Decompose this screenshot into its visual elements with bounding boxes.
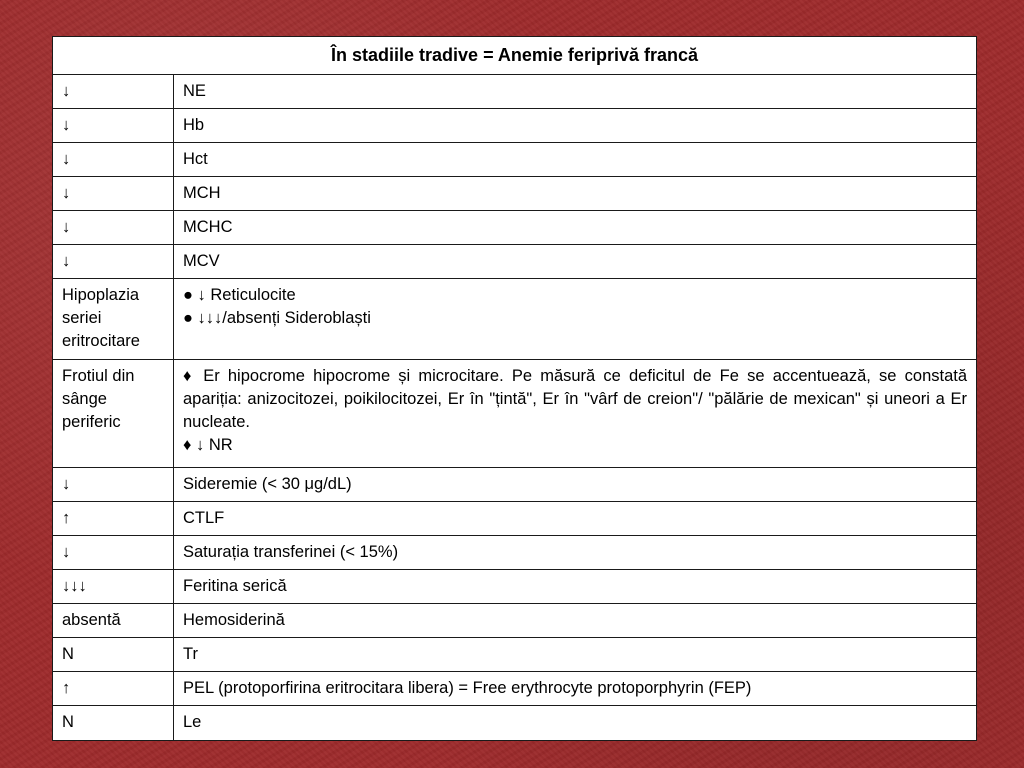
cell-line: Hipoplazia xyxy=(62,286,140,305)
table-title: În stadiile tradive = Anemie feriprivă francă xyxy=(53,37,977,75)
table-row xyxy=(53,637,977,671)
indicator-cell: ↓ xyxy=(53,467,174,501)
smear-description: ♦ Er hipocrome hipocrome și microcitare. Pe măsură ce deficitul de Fe se accentuează, se constată apariția: anizocitozei, poikilocitozei, Er în "țintă", Er în "vârf de creion"/ "pălărie de mexican" și uneori a Er nucleate. xyxy=(183,367,968,432)
parameter-cell: NE xyxy=(174,75,977,109)
cell-line: seriei xyxy=(62,309,102,328)
parameter-cell: Hct xyxy=(174,143,977,177)
indicator-cell xyxy=(53,279,174,360)
indicator-cell xyxy=(53,360,174,467)
table-row xyxy=(53,75,977,109)
table-row-smear xyxy=(53,360,977,467)
cell-line: Frotiul din xyxy=(62,367,135,386)
bullet-line: ♦ ↓ NR xyxy=(183,436,233,455)
indicator-cell: ↓↓↓ xyxy=(53,569,174,603)
table-row xyxy=(53,211,977,245)
parameter-cell: Le xyxy=(174,705,977,740)
table-row xyxy=(53,603,977,637)
indicator-cell: N xyxy=(53,705,174,740)
bullet-line: ● ↓↓↓/absenți Sideroblaști xyxy=(183,309,371,328)
table-row xyxy=(53,501,977,535)
parameter-cell: Hb xyxy=(174,109,977,143)
parameter-cell: MCV xyxy=(174,245,977,279)
cell-line: eritrocitare xyxy=(62,332,140,351)
slide-table-container xyxy=(52,36,976,741)
parameter-cell: MCHC xyxy=(174,211,977,245)
parameter-cell: MCH xyxy=(174,177,977,211)
table-row xyxy=(53,569,977,603)
parameter-cell: Tr xyxy=(174,637,977,671)
parameter-cell: CTLF xyxy=(174,501,977,535)
parameter-cell xyxy=(174,360,977,467)
indicator-cell: ↓ xyxy=(53,109,174,143)
table-row xyxy=(53,467,977,501)
parameter-cell: Saturația transferinei (< 15%) xyxy=(174,535,977,569)
bullet-line: ● ↓ Reticulocite xyxy=(183,286,296,305)
parameter-cell: Sideremie (< 30 μg/dL) xyxy=(174,467,977,501)
table-row xyxy=(53,177,977,211)
parameter-cell xyxy=(174,279,977,360)
parameter-cell: PEL (protoporfirina eritrocitara libera) = Free erythrocyte protoporphyrin (FEP) xyxy=(174,671,977,705)
parameter-cell: Feritina serică xyxy=(174,569,977,603)
table-header-row xyxy=(53,37,977,75)
cell-line: sânge xyxy=(62,390,107,409)
table-row xyxy=(53,143,977,177)
anemia-findings-table xyxy=(52,36,977,741)
indicator-cell: ↓ xyxy=(53,535,174,569)
indicator-cell: absentă xyxy=(53,603,174,637)
table-row xyxy=(53,535,977,569)
indicator-cell: ↓ xyxy=(53,245,174,279)
table-row-hypoplasia xyxy=(53,279,977,360)
table-row xyxy=(53,671,977,705)
indicator-cell: ↓ xyxy=(53,75,174,109)
indicator-cell: ↓ xyxy=(53,143,174,177)
table-row xyxy=(53,245,977,279)
parameter-cell: Hemosiderină xyxy=(174,603,977,637)
indicator-cell: ↓ xyxy=(53,211,174,245)
indicator-cell: ↑ xyxy=(53,671,174,705)
table-row xyxy=(53,109,977,143)
table-row xyxy=(53,705,977,740)
indicator-cell: N xyxy=(53,637,174,671)
cell-line: periferic xyxy=(62,413,121,432)
indicator-cell: ↓ xyxy=(53,177,174,211)
indicator-cell: ↑ xyxy=(53,501,174,535)
